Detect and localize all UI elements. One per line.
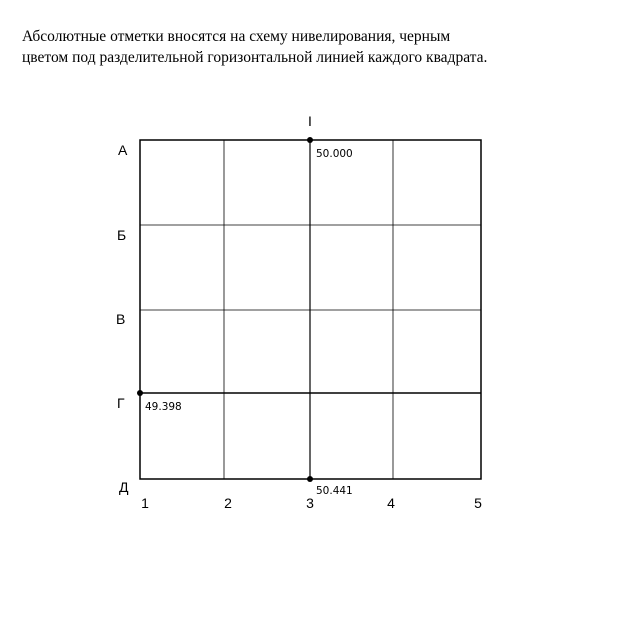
column-label-2: 2: [224, 495, 232, 511]
point-a3-marker: [307, 137, 313, 143]
elevation-a3: 50.000: [316, 148, 353, 160]
caption-line-1: Абсолютные отметки вносятся на схему нивелирования, черным: [22, 28, 451, 45]
column-label-5: 5: [474, 495, 482, 511]
row-label-a: А: [118, 142, 128, 158]
row-label-d: Д: [119, 479, 129, 495]
point-d3-marker: [307, 476, 313, 482]
caption-line-2: цветом под разделительной горизонтальной линией каждого квадрата.: [22, 49, 488, 66]
elevation-d3: 50.441: [316, 485, 353, 497]
column-label-4: 4: [387, 495, 395, 511]
row-label-b: Б: [117, 227, 127, 243]
elevation-g1: 49.398: [145, 401, 182, 413]
point-g1-marker: [137, 390, 143, 396]
row-label-g: Г: [117, 395, 125, 411]
column-label-1: 1: [141, 495, 149, 511]
row-label-v: В: [116, 311, 126, 327]
column-label-3: 3: [306, 495, 314, 511]
axis-marker-label: I: [308, 113, 312, 129]
